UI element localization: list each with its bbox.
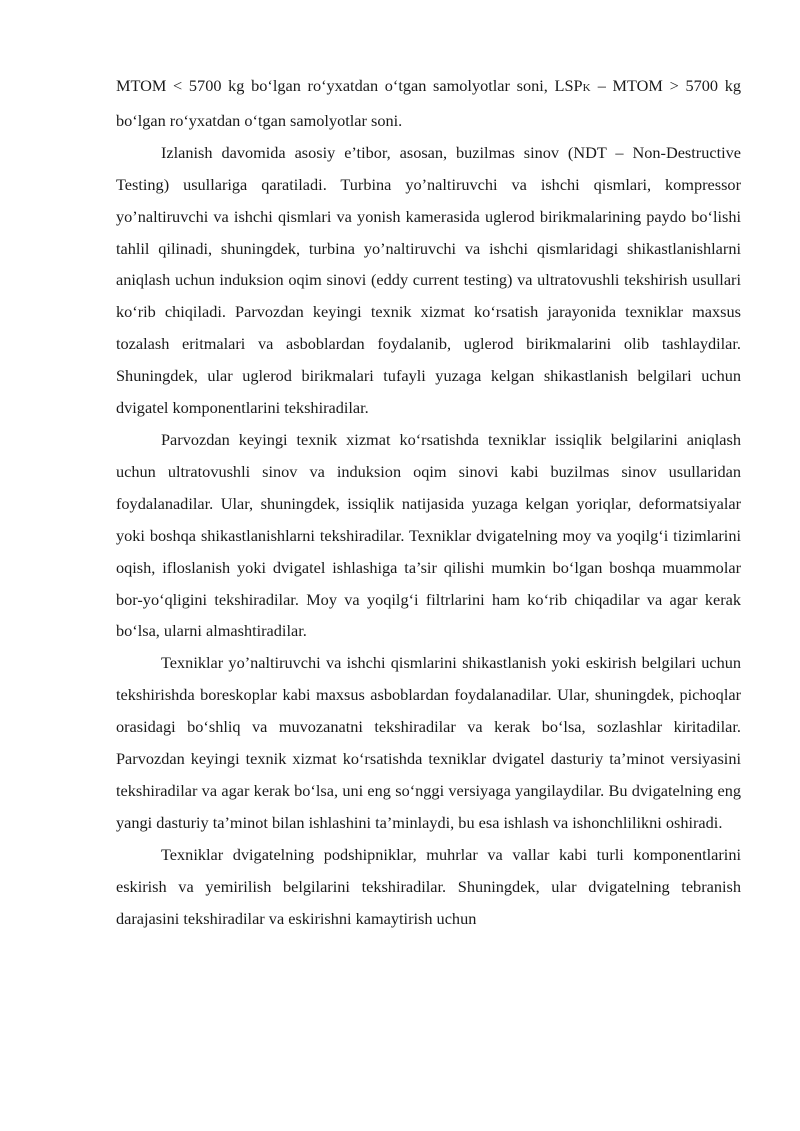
paragraph-blade-inspection: Texniklar yo’naltiruvchi va ishchi qismlarini shikastlanish yoki eskirish belgilari uchun tekshirishda boreskoplar kabi maxsus asboblardan foydalanadilar. Ular, shuningdek, pichoqlar orasidagi bo‘shliq va muvozanatni tekshiradilar va kerak bo‘lsa, sozlashlar kiritadilar. Parvozdan keyingi texnik xizmat ko‘rsatishda texniklar dvigatel dasturiy ta’minot versiyasini tekshiradilar va agar kerak bo‘lsa, uni eng so‘nggi versiyaga yangilaydilar. Bu dvigatelning eng yangi dasturiy ta’minot bilan ishlashini ta’minlaydi, bu esa ishlash va ishonchlilikni oshiradi.: [116, 653, 741, 832]
document-page: [116, 70, 741, 934]
paragraph-text-before-subscript: MTOM < 5700 kg bo‘lgan ro‘yxatdan o‘tgan samolyotlar soni, LSP: [116, 76, 583, 95]
paragraph-heat-inspection: Parvozdan keyingi texnik xizmat ko‘rsatishda texniklar issiqlik belgilarini aniqlash uchun ultratovushli sinov va induksion oqim sinovi kabi buzilmas sinov usullaridan foydalanadilar. Ular, shuningdek, issiqlik natijasida yuzaga kelgan yoriqlar, deformatsiyalar yoki boshqa shikastlanishlarni tekshiradilar. Texniklar dvigatelning moy va yoqilg‘i tizimlarini oqish, ifloslanish yoki dvigatel ishlashiga ta’sir qilishi mumkin bo‘lgan boshqa muammolar bor-yo‘qligini tekshiradilar. Moy va yoqilg‘i filtrlarini ham ko‘rib chiqadilar va agar kerak bo‘lsa, ularni almashtiradilar.: [116, 429, 741, 641]
paragraph-component-wear: Texniklar dvigatelning podshipniklar, muhrlar va vallar kabi turli komponentlarini eskirish va yemirilish belgilarini tekshiradilar. Shuningdek, ular dvigatelning tebranish darajasini tekshiradilar va eskirishni kamaytirish uchun: [116, 844, 741, 928]
paragraph-text-after-subscript: – MTOM > 5700 kg bo‘lgan ro‘yxatdan o‘tgan samolyotlar soni.: [116, 76, 741, 130]
paragraph-continuation: [116, 70, 741, 137]
paragraph-ndt-methods: Izlanish davomida asosiy e’tibor, asosan, buzilmas sinov (NDT – Non-Destructive Testing) usullariga qaratiladi. Turbina yo’naltiruvchi va ishchi qismlari, kompressor yo’naltiruvchi va ishchi qismlari va yonish kamerasida uglerod birikmalarining paydo bo‘lishi tahlil qilinadi, shuningdek, turbina yo’naltiruvchi va ishchi qismlaridagi shikastlanishlarni aniqlash uchun induksion oqim sinovi (eddy current testing) va ultratovushli tekshirish usullari ko‘rib chiqiladi. Parvozdan keyingi texnik xizmat ko‘rsatish jarayonida texniklar maxsus tozalash eritmalari va asboblardan foydalanib, uglerod birikmalarini olib tashlaydilar. Shuningdek, ular uglerod birikmalari tufayli yuzaga kelgan shikastlanish belgilari uchun dvigatel komponentlarini tekshiradilar.: [116, 142, 741, 418]
subscript-k: K: [582, 82, 592, 94]
